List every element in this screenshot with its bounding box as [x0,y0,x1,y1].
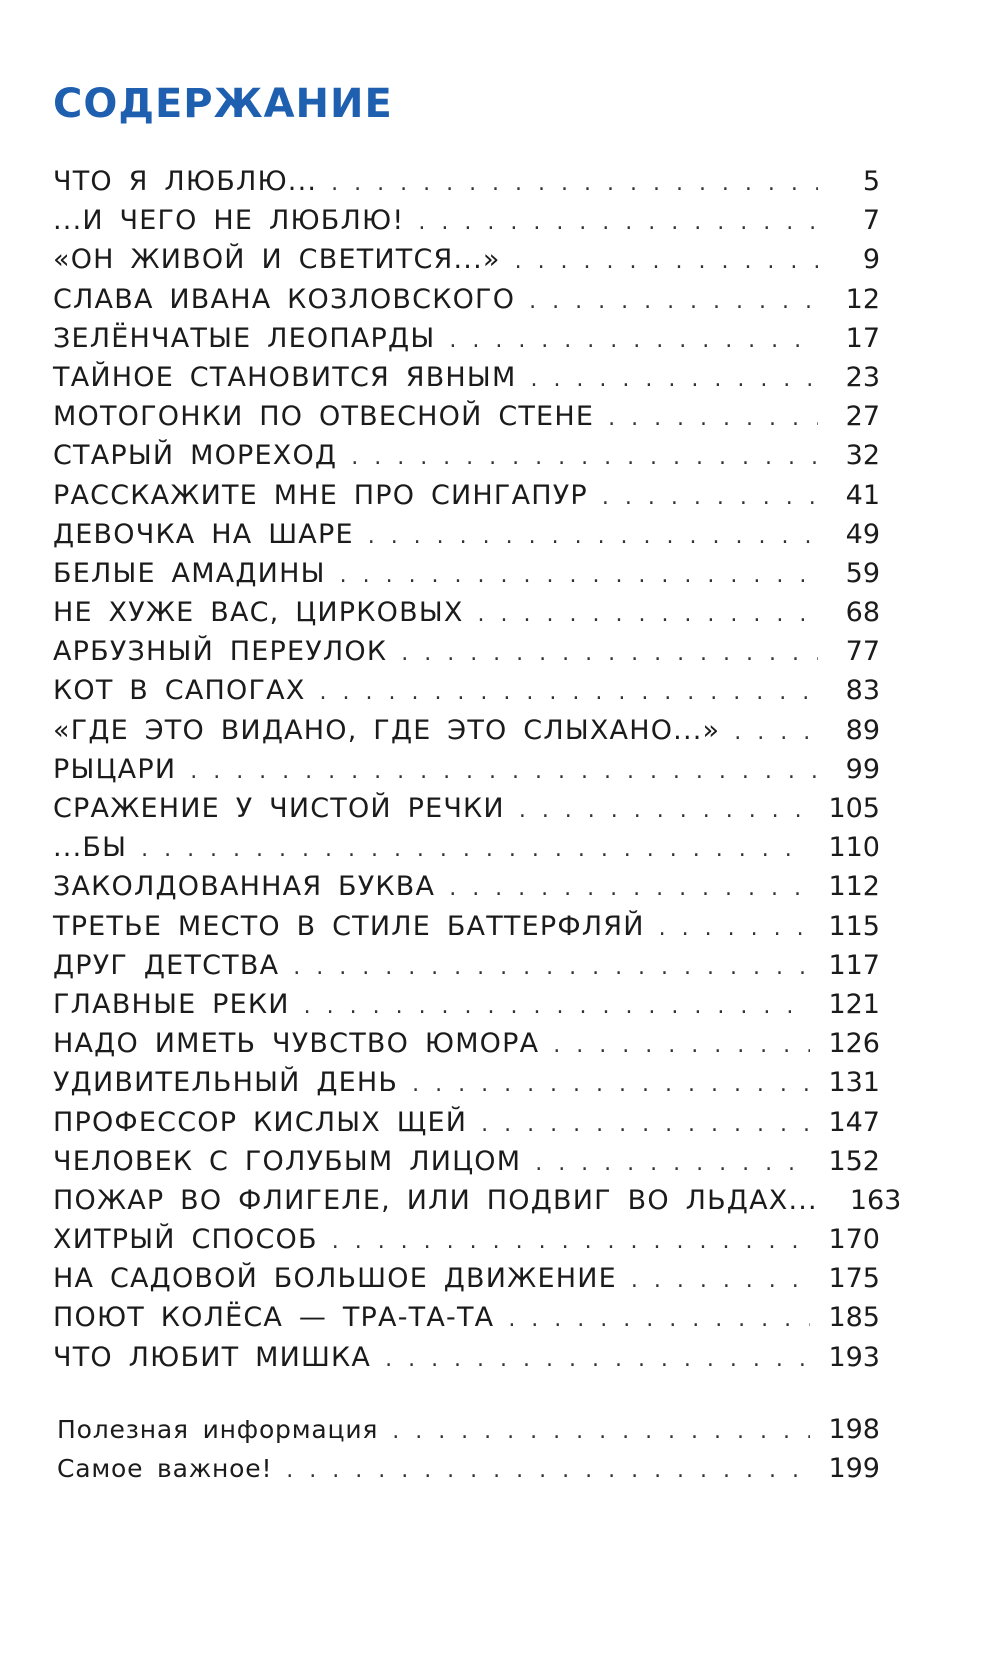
dot-leader [478,602,818,627]
dot-leader [340,563,818,588]
toc-entry [53,793,880,832]
toc-entry [53,950,880,989]
dot-leader [293,955,810,980]
toc-entry [53,754,880,793]
toc-entry-title: НА САДОВОЙ БОЛЬШОЕ ДВИЖЕНИЕ [53,1263,617,1295]
toc-entry [53,871,880,910]
toc-entry [53,636,880,675]
toc-entry-title: СРАЖЕНИЕ У ЧИСТОЙ РЕЧКИ [53,793,505,824]
toc-entry-page-number: 27 [845,401,880,433]
dot-leader [481,1112,810,1137]
toc-entry-page-number: 185 [828,1302,880,1334]
dot-leader [368,524,818,549]
toc-entry-page-number: 5 [862,166,880,197]
toc-entry-title: «ОН ЖИВОЙ И СВЕТИТСЯ...» [53,244,501,276]
dot-leader [515,249,818,274]
dot-leader [286,1458,810,1483]
toc-entry-title: РАССКАЖИТЕ МНЕ ПРО СИНГАПУР [53,479,588,511]
toc-entry [53,989,880,1028]
toc-entry-title: ПОЖАР ВО ФЛИГЕЛЕ, ИЛИ ПОДВИГ ВО ЛЬДАХ... [53,1184,818,1216]
toc-entry-title: ТАЙНОЕ СТАНОВИТСЯ ЯВНЫМ [53,361,517,393]
toc-entry-page-number: 83 [845,675,880,707]
toc-entry-title: УДИВИТЕЛЬНЫЙ ДЕНЬ [53,1067,399,1099]
toc-entry-page-number: 32 [845,440,880,472]
toc-entry-title: СТАРЫЙ МОРЕХОД [53,440,338,472]
toc-entry-page-number: 163 [849,1184,902,1216]
toc-entry-page-number: 198 [828,1414,880,1445]
dot-leader [535,1151,810,1176]
dot-leader [418,210,818,235]
toc-entry-title: НЕ ХУЖЕ ВАС, ЦИРКОВЫХ [53,597,464,629]
toc-entry-title: ПОЮТ КОЛЁСА — ТРА-ТА-ТА [53,1302,495,1334]
toc-entry-page-number: 199 [828,1453,880,1484]
toc-entry-page-number: 7 [862,205,880,237]
dot-leader [320,680,818,705]
toc-entry [53,1146,880,1185]
toc-entry [53,1263,880,1302]
toc-entry [53,1184,902,1224]
dot-leader [553,1033,810,1058]
toc-entry [53,1067,880,1106]
dot-leader [631,1268,811,1293]
toc-entry [53,244,880,283]
toc-entry-page-number: 121 [828,988,880,1020]
toc-entry [53,675,880,714]
toc-entry-page-number: 147 [828,1106,880,1138]
toc-entry-title: ЧТО Я ЛЮБЛЮ... [53,166,318,197]
toc-list [53,166,902,1381]
toc-entry-title: БЕЛЫЕ АМАДИНЫ [53,557,326,589]
dot-leader [304,994,811,1019]
toc-entry-title: РЫЦАРИ [53,753,177,785]
toc-entry-page-number: 105 [828,793,880,824]
toc-entry [53,1224,880,1263]
toc-entry-title: ПРОФЕССОР КИСЛЫХ ЩЕЙ [53,1106,468,1138]
toc-appendix-list [57,1414,880,1492]
dot-leader [331,171,818,196]
toc-entry-title: Самое важное! [57,1454,273,1483]
toc-entry-title: МОТОГОНКИ ПО ОТВЕСНОЙ СТЕНЕ [53,401,595,433]
toc-entry-page-number: 49 [845,518,880,550]
dot-leader [385,1347,810,1372]
toc-entry-title: ...БЫ [53,832,128,864]
toc-entry-page-number: 126 [828,1028,880,1060]
dot-leader [449,876,810,901]
toc-entry-title: НАДО ИМЕТЬ ЧУВСТВО ЮМОРА [53,1028,540,1060]
toc-entry [57,1453,880,1492]
dot-leader [351,445,818,470]
toc-entry-title: ХИТРЫЙ СПОСОБ [53,1224,318,1256]
toc-entry [53,480,880,519]
toc-entry-page-number: 77 [845,636,880,668]
toc-entry [53,440,880,479]
page-title: СОДЕРЖАНИЕ [53,81,393,127]
toc-entry [53,597,880,636]
dot-leader [529,289,818,314]
toc-entry-title: «ГДЕ ЭТО ВИДАНО, ГДЕ ЭТО СЛЫХАНО...» [53,714,721,746]
toc-entry [53,1107,880,1146]
toc-entry-page-number: 152 [828,1145,880,1177]
toc-entry [53,519,880,558]
dot-leader [734,720,818,745]
dot-leader [659,916,811,941]
toc-entry-title: ГЛАВНЫЕ РЕКИ [53,988,290,1020]
toc-entry [57,1414,880,1453]
dot-leader [332,1229,811,1254]
toc-entry [53,323,880,362]
dot-leader [608,406,818,431]
dot-leader [190,759,818,784]
dot-leader [602,485,818,510]
toc-entry-page-number: 68 [845,597,880,629]
toc-entry-title: ДРУГ ДЕТСТВА [53,949,280,981]
toc-entry-page-number: 41 [845,479,880,511]
toc-entry-page-number: 89 [845,714,880,746]
dot-leader [141,837,810,862]
toc-entry-page-number: 9 [862,244,880,276]
toc-entry-title: КОТ В САПОГАХ [53,675,306,707]
toc-entry-title: ЧЕЛОВЕК С ГОЛУБЫМ ЛИЦОМ [53,1145,522,1177]
toc-entry-page-number: 17 [845,322,880,354]
toc-entry-page-number: 170 [828,1224,880,1256]
toc-entry-title: Полезная информация [57,1415,379,1444]
toc-entry [53,715,880,754]
toc-entry [53,401,880,440]
toc-entry-page-number: 115 [828,910,880,942]
toc-entry-page-number: 59 [845,557,880,589]
toc-entry-title: АРБУЗНЫЙ ПЕРЕУЛОК [53,636,388,668]
toc-entry [53,558,880,597]
toc-entry-page-number: 99 [845,753,880,785]
dot-leader [519,798,811,823]
toc-entry [53,911,880,950]
toc-entry [53,1028,880,1067]
dot-leader [530,367,818,392]
toc-entry [53,1302,880,1341]
dot-leader [412,1072,810,1097]
toc-entry [53,1342,880,1381]
toc-entry [53,205,880,244]
toc-entry [53,166,880,205]
dot-leader [392,1419,810,1444]
toc-entry-page-number: 193 [828,1341,880,1373]
toc-entry-page-number: 12 [845,283,880,315]
toc-entry [53,284,880,323]
toc-entry-page-number: 110 [828,832,880,864]
toc-entry-title: ЧТО ЛЮБИТ МИШКА [53,1341,372,1373]
toc-entry-page-number: 175 [828,1263,880,1295]
toc-entry-title: ...И ЧЕГО НЕ ЛЮБЛЮ! [53,205,405,237]
toc-entry [53,362,880,401]
dot-leader [508,1307,810,1332]
toc-entry-title: ТРЕТЬЕ МЕСТО В СТИЛЕ БАТТЕРФЛЯЙ [53,910,645,942]
toc-entry-page-number: 112 [828,871,880,903]
toc-entry-title: ЗАКОЛДОВАННАЯ БУКВА [53,871,436,903]
toc-entry-title: СЛАВА ИВАНА КОЗЛОВСКОГО [53,283,516,315]
dot-leader [401,641,818,666]
toc-entry-page-number: 23 [845,361,880,393]
toc-entry-page-number: 131 [828,1067,880,1099]
toc-entry-title: ДЕВОЧКА НА ШАРЕ [53,518,354,550]
toc-entry [53,832,880,871]
toc-entry-page-number: 117 [828,949,880,981]
toc-entry-title: ЗЕЛЁНЧАТЫЕ ЛЕОПАРДЫ [53,322,436,354]
dot-leader [449,328,818,353]
